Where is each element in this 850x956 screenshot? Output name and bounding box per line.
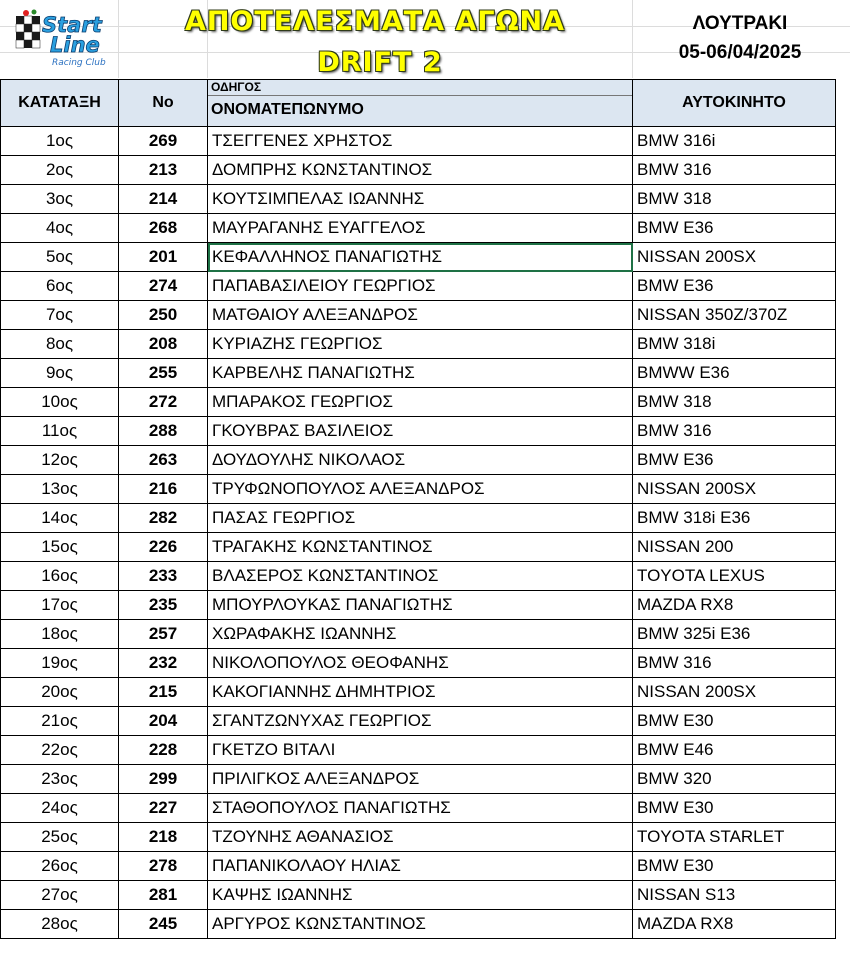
car-cell[interactable]: TOYOTA LEXUS <box>633 562 836 591</box>
table-row <box>1 185 836 214</box>
driver-name-cell[interactable]: ΠΑΣΑΣ ΓΕΩΡΓΙΟΣ <box>208 504 633 533</box>
table-row <box>1 301 836 330</box>
table-row <box>1 794 836 823</box>
number-cell[interactable]: 278 <box>119 852 208 881</box>
column-header-car[interactable]: ΑΥΤΟΚΙΝΗΤΟ <box>633 80 836 127</box>
red-dot-icon <box>23 10 29 16</box>
column-header-rank[interactable]: ΚΑΤΑΤΑΞΗ <box>1 80 119 127</box>
driver-name-cell[interactable]: ΚΟΥΤΣΙΜΠΕΛΑΣ ΙΩΑΝΝΗΣ <box>208 185 633 214</box>
rank-cell[interactable]: 3ος <box>1 185 119 214</box>
number-cell[interactable]: 257 <box>119 620 208 649</box>
number-cell[interactable]: 216 <box>119 475 208 504</box>
car-cell[interactable]: BMW 318i <box>633 330 836 359</box>
number-cell[interactable]: 281 <box>119 881 208 910</box>
car-cell[interactable]: BMW E30 <box>633 707 836 736</box>
driver-name-cell[interactable]: ΣΤΑΘΟΠΟΥΛΟΣ ΠΑΝΑΓΙΩΤΗΣ <box>208 794 633 823</box>
car-cell[interactable]: NISSAN 200SX <box>633 243 836 272</box>
number-cell[interactable]: 218 <box>119 823 208 852</box>
table-row <box>1 736 836 765</box>
car-cell[interactable]: BMW 316i <box>633 127 836 156</box>
number-cell[interactable]: 213 <box>119 156 208 185</box>
car-cell[interactable]: BMW E30 <box>633 794 836 823</box>
table-header-row <box>1 80 836 127</box>
driver-name-cell[interactable]: ΜΑΤΘΑΙΟΥ ΑΛΕΞΑΝΔΡΟΣ <box>208 301 633 330</box>
column-header-driver[interactable] <box>208 80 633 127</box>
number-cell[interactable]: 245 <box>119 910 208 939</box>
rank-cell[interactable]: 11ος <box>1 417 119 446</box>
table-row <box>1 127 836 156</box>
rank-cell[interactable]: 14ος <box>1 504 119 533</box>
driver-name-cell[interactable]: ΚΑΨΗΣ ΙΩΑΝΝΗΣ <box>208 881 633 910</box>
number-cell[interactable]: 204 <box>119 707 208 736</box>
car-cell[interactable]: MAZDA RX8 <box>633 910 836 939</box>
startline-logo <box>12 8 130 70</box>
rank-cell[interactable]: 6ος <box>1 272 119 301</box>
table-row <box>1 910 836 939</box>
number-cell[interactable]: 282 <box>119 504 208 533</box>
driver-name-cell[interactable]: ΚΑΚΟΓΙΑΝΝΗΣ ΔΗΜΗΤΡΙΟΣ <box>208 678 633 707</box>
driver-name-cell[interactable]: ΔΟΜΠΡΗΣ ΚΩΝΣΤΑΝΤΙΝΟΣ <box>208 156 633 185</box>
number-cell[interactable]: 215 <box>119 678 208 707</box>
rank-cell[interactable]: 28ος <box>1 910 119 939</box>
rank-cell[interactable]: 26ος <box>1 852 119 881</box>
logo-word-start: Start <box>42 13 102 37</box>
number-cell[interactable]: 269 <box>119 127 208 156</box>
car-cell[interactable]: BMW 318i E36 <box>633 504 836 533</box>
number-cell[interactable]: 227 <box>119 794 208 823</box>
rank-cell[interactable]: 5ος <box>1 243 119 272</box>
rank-cell[interactable]: 18ος <box>1 620 119 649</box>
car-cell[interactable]: BMW 320 <box>633 765 836 794</box>
driver-name-cell[interactable]: ΤΣΕΓΓΕΝΕΣ ΧΡΗΣΤΟΣ <box>208 127 633 156</box>
driver-name-cell[interactable]: ΤΖΟΥΝΗΣ ΑΘΑΝΑΣΙΟΣ <box>208 823 633 852</box>
car-cell[interactable]: BMW 318 <box>633 185 836 214</box>
driver-name-cell[interactable]: ΧΩΡΑΦΑΚΗΣ ΙΩΑΝΝΗΣ <box>208 620 633 649</box>
driver-name-cell[interactable]: ΚΥΡΙΑΖΗΣ ΓΕΩΡΓΙΟΣ <box>208 330 633 359</box>
table-row <box>1 562 836 591</box>
car-cell[interactable]: NISSAN 200SX <box>633 678 836 707</box>
rank-cell[interactable]: 7ος <box>1 301 119 330</box>
rank-cell[interactable]: 19ος <box>1 649 119 678</box>
number-cell[interactable]: 268 <box>119 214 208 243</box>
rank-cell[interactable]: 23ος <box>1 765 119 794</box>
car-cell[interactable]: NISSAN 200 <box>633 533 836 562</box>
driver-name-cell[interactable]: ΓΚΕΤΖΟ ΒΙΤΑΛΙ <box>208 736 633 765</box>
table-row <box>1 243 836 272</box>
driver-name-cell[interactable]: ΠΑΠΑΒΑΣΙΛΕΙΟΥ ΓΕΩΡΓΙΟΣ <box>208 272 633 301</box>
rank-cell[interactable]: 1ος <box>1 127 119 156</box>
table-row <box>1 852 836 881</box>
table-row <box>1 272 836 301</box>
page-title: ΑΠΟΤΕΛΕΣΜΑΤΑ ΑΓΩΝΑ <box>184 6 566 37</box>
driver-name-cell[interactable]: ΚΑΡΒΕΛΗΣ ΠΑΝΑΓΙΩΤΗΣ <box>208 359 633 388</box>
number-cell[interactable]: 288 <box>119 417 208 446</box>
table-row <box>1 359 836 388</box>
car-cell[interactable]: MAZDA RX8 <box>633 591 836 620</box>
logo-tagline: Racing Club <box>52 58 106 68</box>
car-cell[interactable]: BMW E36 <box>633 446 836 475</box>
number-cell[interactable]: 255 <box>119 359 208 388</box>
number-cell[interactable]: 233 <box>119 562 208 591</box>
results-table-body <box>1 127 836 939</box>
table-row <box>1 388 836 417</box>
number-cell[interactable]: 214 <box>119 185 208 214</box>
table-row <box>1 649 836 678</box>
car-cell[interactable]: BMW 316 <box>633 156 836 185</box>
column-header-driver-name: ΟΝΟΜΑΤΕΠΩΝΥΜΟ <box>211 101 364 118</box>
rank-cell[interactable]: 12ος <box>1 446 119 475</box>
table-row <box>1 417 836 446</box>
page-subtitle: DRIFT 2 <box>317 47 443 78</box>
rank-cell[interactable]: 20ος <box>1 678 119 707</box>
rank-cell[interactable]: 2ος <box>1 156 119 185</box>
number-cell[interactable]: 228 <box>119 736 208 765</box>
number-cell[interactable]: 235 <box>119 591 208 620</box>
driver-name-cell[interactable]: ΠΡΙΛΙΓΚΟΣ ΑΛΕΞΑΝΔΡΟΣ <box>208 765 633 794</box>
car-cell[interactable]: BMW E36 <box>633 214 836 243</box>
rank-cell[interactable]: 17ος <box>1 591 119 620</box>
number-cell[interactable]: 226 <box>119 533 208 562</box>
car-cell[interactable]: BMW 316 <box>633 649 836 678</box>
driver-name-cell[interactable]: ΚΕΦΑΛΛΗΝΟΣ ΠΑΝΑΓΙΩΤΗΣ <box>208 243 633 272</box>
car-cell[interactable]: BMW E46 <box>633 736 836 765</box>
car-cell[interactable]: BMW 316 <box>633 417 836 446</box>
table-row <box>1 214 836 243</box>
table-row <box>1 881 836 910</box>
table-row <box>1 504 836 533</box>
driver-name-cell[interactable]: ΝΙΚΟΛΟΠΟΥΛΟΣ ΘΕΟΦΑΝΗΣ <box>208 649 633 678</box>
driver-name-cell[interactable]: ΔΟΥΔΟΥΛΗΣ ΝΙΚΟΛΑΟΣ <box>208 446 633 475</box>
rank-cell[interactable]: 24ος <box>1 794 119 823</box>
table-row <box>1 707 836 736</box>
car-cell[interactable]: NISSAN 200SX <box>633 475 836 504</box>
checkered-flag-icon <box>16 16 40 48</box>
number-cell[interactable]: 274 <box>119 272 208 301</box>
rank-cell[interactable]: 8ος <box>1 330 119 359</box>
event-date: 05-06/04/2025 <box>678 42 802 63</box>
rank-cell[interactable]: 21ος <box>1 707 119 736</box>
car-cell[interactable]: BMWW E36 <box>633 359 836 388</box>
driver-name-cell[interactable]: ΤΡΑΓΑΚΗΣ ΚΩΝΣΤΑΝΤΙΝΟΣ <box>208 533 633 562</box>
table-row <box>1 591 836 620</box>
results-table <box>0 79 836 939</box>
car-cell[interactable]: NISSAN 350Z/370Z <box>633 301 836 330</box>
table-row <box>1 475 836 504</box>
rank-cell[interactable]: 16ος <box>1 562 119 591</box>
logo-graphic <box>12 8 130 70</box>
table-row <box>1 533 836 562</box>
rank-cell[interactable]: 4ος <box>1 214 119 243</box>
number-cell[interactable]: 272 <box>119 388 208 417</box>
car-cell[interactable]: TOYOTA STARLET <box>633 823 836 852</box>
table-row <box>1 678 836 707</box>
table-row <box>1 446 836 475</box>
number-cell[interactable]: 250 <box>119 301 208 330</box>
driver-name-cell[interactable]: ΜΑΥΡΑΓΑΝΗΣ ΕΥΑΓΓΕΛΟΣ <box>208 214 633 243</box>
car-cell[interactable]: NISSAN S13 <box>633 881 836 910</box>
rank-cell[interactable]: 15ος <box>1 533 119 562</box>
car-cell[interactable]: BMW 318 <box>633 388 836 417</box>
car-cell[interactable]: BMW 325i E36 <box>633 620 836 649</box>
driver-name-cell[interactable]: ΑΡΓΥΡΟΣ ΚΩΝΣΤΑΝΤΙΝΟΣ <box>208 910 633 939</box>
gridline <box>632 0 633 78</box>
number-cell[interactable]: 299 <box>119 765 208 794</box>
driver-name-cell[interactable]: ΜΠΑΡΑΚΟΣ ΓΕΩΡΓΙΟΣ <box>208 388 633 417</box>
driver-name-cell[interactable]: ΤΡΥΦΩΝΟΠΟΥΛΟΣ ΑΛΕΞΑΝΔΡΟΣ <box>208 475 633 504</box>
rank-cell[interactable]: 13ος <box>1 475 119 504</box>
driver-name-cell[interactable]: ΠΑΠΑΝΙΚΟΛΑΟΥ ΗΛΙΑΣ <box>208 852 633 881</box>
column-header-number[interactable]: Νο <box>119 80 208 127</box>
driver-name-cell[interactable]: ΜΠΟΥΡΛΟΥΚΑΣ ΠΑΝΑΓΙΩΤΗΣ <box>208 591 633 620</box>
table-row <box>1 620 836 649</box>
table-row <box>1 823 836 852</box>
table-row <box>1 765 836 794</box>
car-cell[interactable]: BMW E30 <box>633 852 836 881</box>
column-header-driver-top: ΟΔΗΓΟΣ <box>208 80 632 96</box>
event-location: ΛΟΥΤΡΑΚΙ <box>692 13 788 34</box>
driver-name-cell[interactable]: ΓΚΟΥΒΡΑΣ ΒΑΣΙΛΕΙΟΣ <box>208 417 633 446</box>
number-cell[interactable]: 263 <box>119 446 208 475</box>
number-cell[interactable]: 201 <box>119 243 208 272</box>
driver-name-cell[interactable]: ΒΛΑΣΕΡΟΣ ΚΩΝΣΤΑΝΤΙΝΟΣ <box>208 562 633 591</box>
rank-cell[interactable]: 25ος <box>1 823 119 852</box>
rank-cell[interactable]: 22ος <box>1 736 119 765</box>
rank-cell[interactable]: 27ος <box>1 881 119 910</box>
number-cell[interactable]: 208 <box>119 330 208 359</box>
number-cell[interactable]: 232 <box>119 649 208 678</box>
table-row <box>1 156 836 185</box>
green-dot-icon <box>32 10 37 15</box>
car-cell[interactable]: BMW E36 <box>633 272 836 301</box>
rank-cell[interactable]: 10ος <box>1 388 119 417</box>
driver-name-cell[interactable]: ΣΓΑΝΤΖΩΝΥΧΑΣ ΓΕΩΡΓΙΟΣ <box>208 707 633 736</box>
rank-cell[interactable]: 9ος <box>1 359 119 388</box>
logo-word-line: Line <box>50 33 100 57</box>
table-row <box>1 330 836 359</box>
